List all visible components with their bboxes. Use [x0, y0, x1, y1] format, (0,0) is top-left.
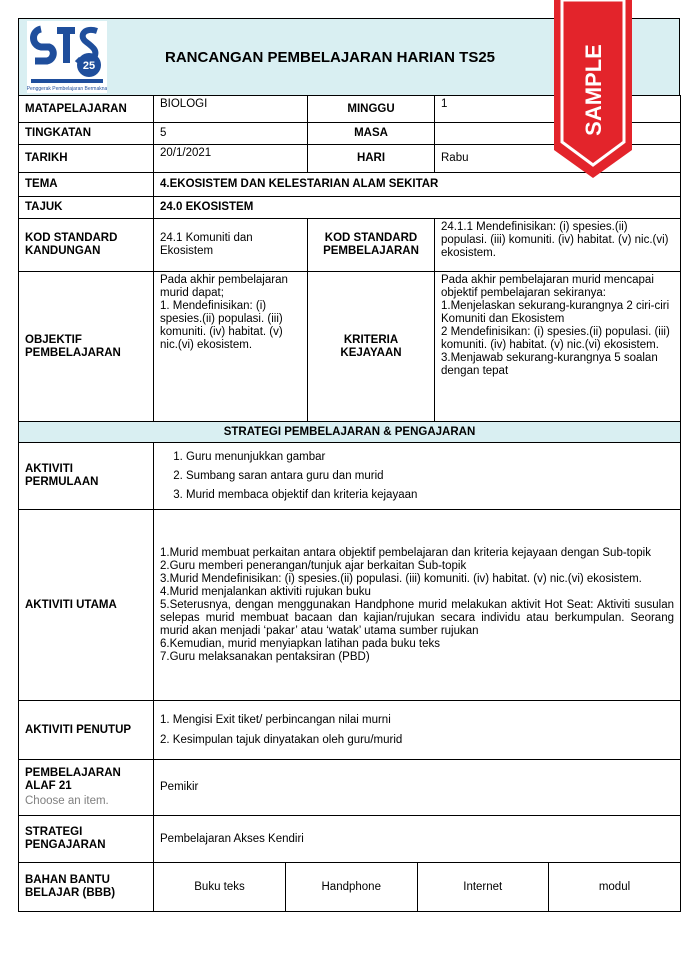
plan-table [18, 95, 681, 912]
tema-label: TEMA [19, 173, 154, 197]
logo-caption: Penggerak Pembelajaran Bermakna [27, 86, 107, 92]
alaf21-label: PEMBELAJARAN ALAF 21 [25, 767, 121, 792]
minggu-label: MINGGU [308, 96, 435, 123]
list-item: 3. Murid membaca objektif dan kriteria kejayaan [186, 489, 674, 502]
kod-pembelajaran-value[interactable]: 24.1.1 Mendefinisikan: (i) spesies.(ii) populasi. (iii) komuniti. (iv) habitat. (v) nic.(vi) ekosistem. [435, 219, 681, 272]
sample-watermark-text: SAMPLE [581, 44, 606, 136]
penutup-label: AKTIVITI PENUTUP [19, 701, 154, 760]
list-item: 6.Kemudian, murid menyiapkan latihan pada buku teks [160, 637, 441, 650]
kod-kandungan-label: KOD STANDARD KANDUNGAN [19, 219, 154, 272]
alaf21-dropdown-hint[interactable]: Choose an item. [25, 795, 109, 807]
kriteria-item: 2 Mendefinisikan: (i) spesies.(ii) populasi. (iii) komuniti. (iv) habitat. (v) nic.(vi) ekosistem. [441, 326, 670, 351]
objektif-item: 1. Mendefinisikan: (i) spesies.(ii) populasi. (iii) komuniti. (iv) habitat. (v) nic.(vi) ekosistem. [160, 300, 283, 351]
strategi-value[interactable]: Pembelajaran Akses Kendiri [154, 816, 681, 863]
matapelajaran-label: MATAPELAJARAN [19, 96, 154, 123]
hari-value[interactable]: Rabu [435, 145, 681, 173]
list-item: 2. Sumbang saran antara guru dan murid [186, 470, 674, 483]
penutup-value[interactable] [154, 701, 681, 760]
list-item: 4.Murid menjalankan aktiviti rujukan buku [160, 585, 371, 598]
alaf21-label-cell [19, 760, 154, 816]
list-item: 1. Guru menunjukkan gambar [186, 451, 674, 464]
tingkatan-label: TINGKATAN [19, 123, 154, 145]
kriteria-intro: Pada akhir pembelajaran murid mencapai objektif pembelajaran sekiranya: [441, 274, 654, 299]
list-item: 2. Kesimpulan tajuk dinyatakan oleh guru/murid [160, 733, 403, 746]
objektif-label: OBJEKTIF PEMBELAJARAN [19, 272, 154, 422]
page-title: RANCANGAN PEMBELAJARAN HARIAN TS25 [164, 49, 496, 66]
kod-pembelajaran-label: KOD STANDARD PEMBELAJARAN [308, 219, 435, 272]
utama-value[interactable] [154, 510, 681, 701]
hari-label: HARI [308, 145, 435, 173]
permulaan-value[interactable] [154, 443, 681, 510]
bahan-label: BAHAN BANTU BELAJAR (BBB) [19, 863, 154, 912]
list-item: 2.Guru memberi penerangan/tunjuk ajar berkaitan Sub-topik [160, 559, 467, 572]
bahan-item[interactable]: Buku teks [154, 863, 286, 911]
bahan-items [154, 863, 681, 912]
tarikh-label: TARIKH [19, 145, 154, 173]
bahan-item[interactable]: Handphone [286, 863, 418, 911]
kriteria-item: 3.Menjawab sekurang-kurangnya 5 soalan dengan tepat [441, 352, 658, 377]
tarikh-value[interactable]: 20/1/2021 [154, 145, 308, 173]
list-item: 7.Guru melaksanakan pentaksiran (PBD) [160, 650, 370, 663]
alaf21-value[interactable]: Pemikir [154, 760, 681, 816]
masa-label: MASA [308, 123, 435, 145]
kriteria-label: KRITERIA KEJAYAAN [308, 272, 435, 422]
bahan-item[interactable]: modul [598, 880, 631, 893]
permulaan-label: AKTIVITI PERMULAAN [19, 443, 154, 510]
ts25-logo [27, 21, 107, 93]
tema-value[interactable]: 4.EKOSISTEM DAN KELESTARIAN ALAM SEKITAR [154, 173, 681, 197]
objektif-value[interactable] [154, 272, 308, 422]
bahan-item[interactable]: Internet [417, 863, 549, 911]
kriteria-value[interactable] [435, 272, 681, 422]
kriteria-item: 1.Menjelaskan sekurang-kurangnya 2 ciri-ciri Komuniti dan Ekosistem [441, 300, 670, 325]
tajuk-label: TAJUK [19, 197, 154, 219]
matapelajaran-value[interactable]: BIOLOGI [154, 96, 308, 123]
tajuk-value[interactable]: 24.0 EKOSISTEM [154, 197, 681, 219]
list-item: 1.Murid membuat perkaitan antara objektif pembelajaran dan kriteria kejayaan dengan Sub-topik [160, 546, 651, 559]
list-item: 5.Seterusnya, dengan menggunakan Handphone murid melakukan aktivit Hot Seat: Aktiviti susulan selepas murid membuat bacaan dan kajian/rujukan secara individu atau berkumpulan. Seorang murid akan menjadi ‘pakar’ atau ‘watak’ utama sumber rujukan [160, 598, 674, 637]
kod-kandungan-value[interactable]: 24.1 Komuniti dan Ekosistem [154, 219, 308, 272]
sample-ribbon [552, 0, 634, 180]
minggu-value[interactable]: 1 [435, 96, 681, 123]
strategi-band: STRATEGI PEMBELAJARAN & PENGAJARAN [19, 422, 681, 443]
list-item: 1. Mengisi Exit tiket/ perbincangan nilai murni [160, 713, 391, 726]
utama-label: AKTIVITI UTAMA [19, 510, 154, 701]
tingkatan-value[interactable]: 5 [154, 123, 308, 145]
list-item: 3.Murid Mendefinisikan: (i) spesies.(ii) populasi. (iii) komuniti. (iv) habitat. (v) nic.(vi) ekosistem. [160, 572, 642, 585]
logo-number: 25 [82, 60, 96, 72]
objektif-intro: Pada akhir pembelajaran murid dapat; [160, 274, 288, 299]
strategi-label: STRATEGI PENGAJARAN [19, 816, 154, 863]
